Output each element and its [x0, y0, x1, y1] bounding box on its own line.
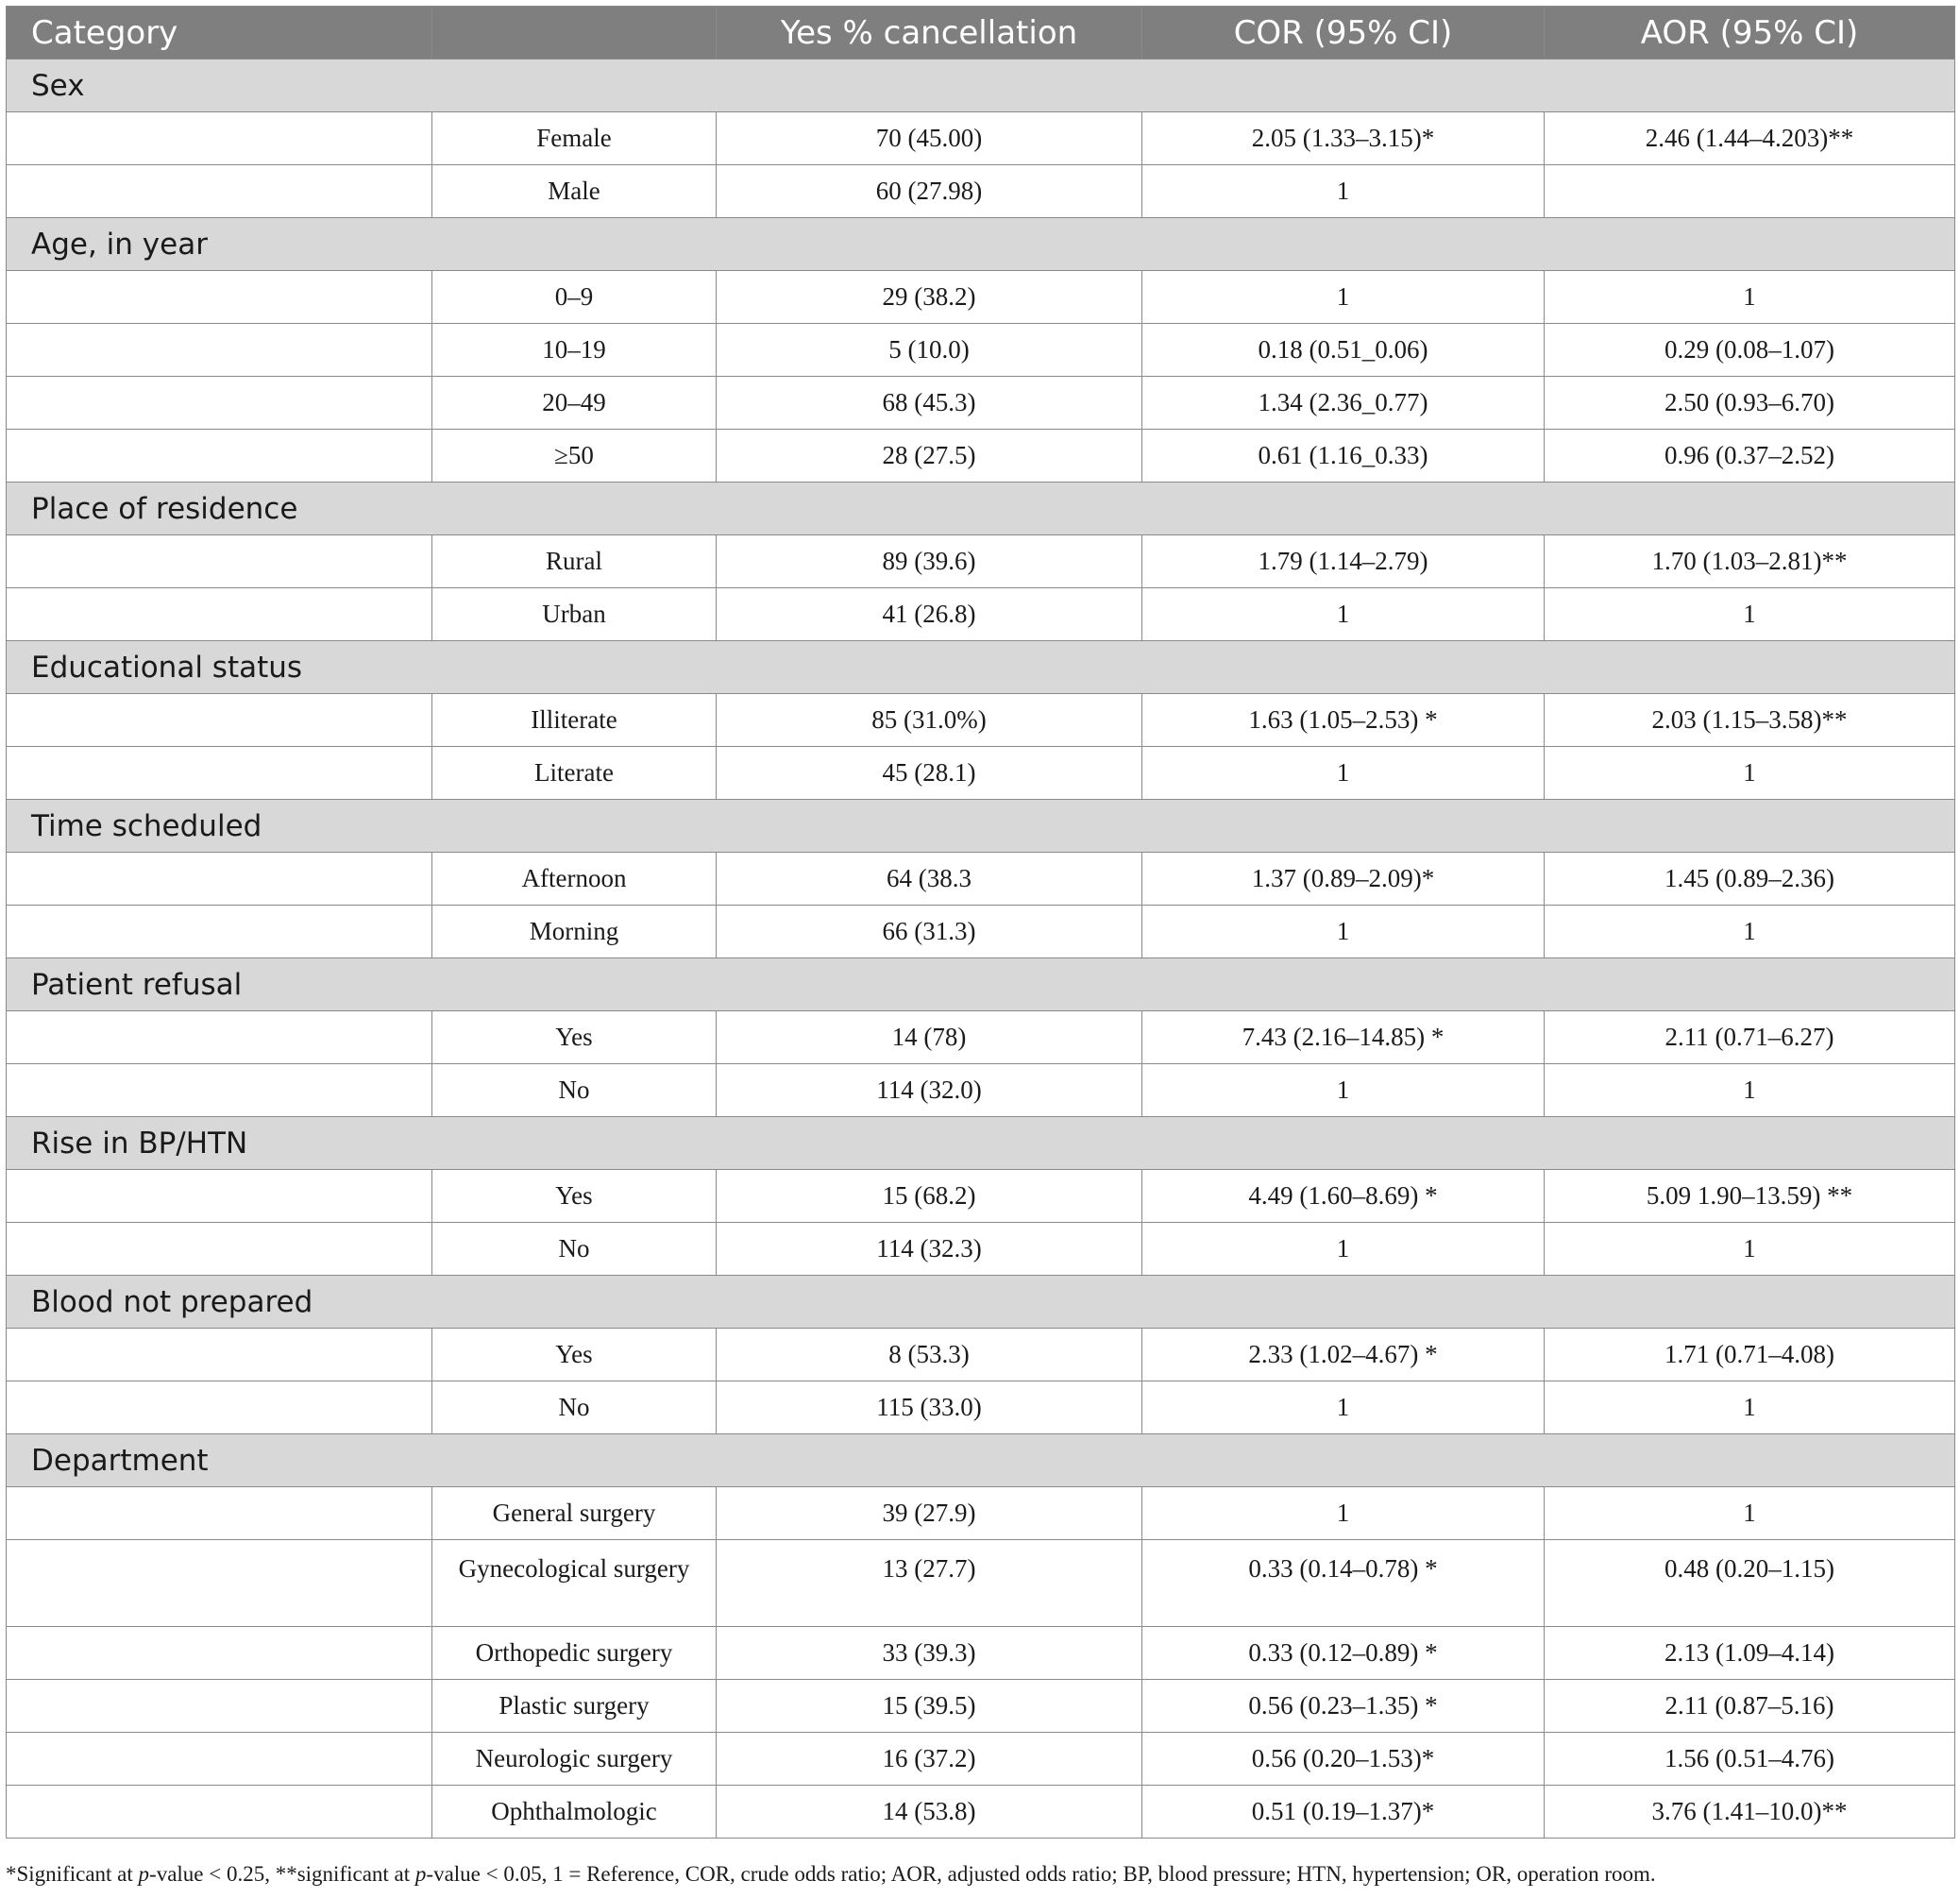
blank-cell [7, 853, 432, 906]
subcategory-cell: Literate [432, 747, 717, 800]
aor-cell: 1.70 (1.03–2.81)** [1545, 535, 1955, 588]
yes-cancellation-cell: 114 (32.0) [717, 1064, 1142, 1117]
table-row [7, 1680, 1955, 1733]
blank-cell [7, 1011, 432, 1064]
cor-cell: 1 [1142, 271, 1545, 324]
subcategory-cell: Illiterate [432, 694, 717, 747]
blank-cell [7, 1170, 432, 1223]
header-subcategory [432, 7, 717, 59]
cor-cell: 0.33 (0.14–0.78) * [1142, 1540, 1545, 1627]
table-container [6, 6, 1954, 1839]
table-row [7, 1733, 1955, 1786]
footnote-p-italic: p [414, 1862, 427, 1886]
blank-cell [7, 1680, 432, 1733]
subcategory-cell: General surgery [432, 1487, 717, 1540]
aor-cell: 5.09 1.90–13.59) ** [1545, 1170, 1955, 1223]
cor-cell: 1 [1142, 165, 1545, 218]
blank-cell [7, 271, 432, 324]
table-row [7, 430, 1955, 483]
subcategory-cell: Male [432, 165, 717, 218]
aor-cell: 1 [1545, 588, 1955, 641]
cor-cell: 0.56 (0.20–1.53)* [1142, 1733, 1545, 1786]
category-label: Time scheduled [7, 800, 1955, 853]
table-row [7, 1627, 1955, 1680]
subcategory-cell: Urban [432, 588, 717, 641]
yes-cancellation-cell: 15 (68.2) [717, 1170, 1142, 1223]
cor-cell: 1.37 (0.89–2.09)* [1142, 853, 1545, 906]
yes-cancellation-cell: 85 (31.0%) [717, 694, 1142, 747]
yes-cancellation-cell: 89 (39.6) [717, 535, 1142, 588]
table-row [7, 1540, 1955, 1627]
table-row [7, 588, 1955, 641]
subcategory-cell: Gynecological surgery [432, 1540, 717, 1627]
footnote-text: -value < 0.25, **significant at [149, 1862, 415, 1886]
cor-cell: 1 [1142, 1381, 1545, 1434]
table-row [7, 165, 1955, 218]
cor-cell: 2.33 (1.02–4.67) * [1142, 1329, 1545, 1381]
category-label: Age, in year [7, 218, 1955, 271]
cor-cell: 1.63 (1.05–2.53) * [1142, 694, 1545, 747]
aor-cell: 3.76 (1.41–10.0)** [1545, 1786, 1955, 1839]
yes-cancellation-cell: 15 (39.5) [717, 1680, 1142, 1733]
category-row [7, 1434, 1955, 1487]
table-row [7, 694, 1955, 747]
header-aor: AOR (95% CI) [1545, 7, 1955, 59]
table-row [7, 535, 1955, 588]
blank-cell [7, 430, 432, 483]
blank-cell [7, 112, 432, 165]
subcategory-cell: Afternoon [432, 853, 717, 906]
blank-cell [7, 165, 432, 218]
aor-cell: 2.50 (0.93–6.70) [1545, 377, 1955, 430]
subcategory-cell: Female [432, 112, 717, 165]
table-row [7, 377, 1955, 430]
cor-cell: 0.61 (1.16_0.33) [1142, 430, 1545, 483]
cor-cell: 1.79 (1.14–2.79) [1142, 535, 1545, 588]
cor-cell: 1 [1142, 1064, 1545, 1117]
aor-cell: 1.71 (0.71–4.08) [1545, 1329, 1955, 1381]
category-label: Place of residence [7, 483, 1955, 535]
subcategory-cell: Morning [432, 906, 717, 958]
subcategory-cell: 10–19 [432, 324, 717, 377]
aor-cell: 1 [1545, 747, 1955, 800]
table-footnote [6, 1862, 1656, 1887]
subcategory-cell: No [432, 1223, 717, 1276]
yes-cancellation-cell: 8 (53.3) [717, 1329, 1142, 1381]
yes-cancellation-cell: 14 (53.8) [717, 1786, 1142, 1839]
yes-cancellation-cell: 64 (38.3 [717, 853, 1142, 906]
blank-cell [7, 1064, 432, 1117]
yes-cancellation-cell: 14 (78) [717, 1011, 1142, 1064]
aor-cell: 0.48 (0.20–1.15) [1545, 1540, 1955, 1627]
cor-cell: 7.43 (2.16–14.85) * [1142, 1011, 1545, 1064]
header-cor: COR (95% CI) [1142, 7, 1545, 59]
footnote-p-italic: p [138, 1862, 150, 1886]
table-row [7, 1170, 1955, 1223]
blank-cell [7, 1786, 432, 1839]
table-row [7, 1011, 1955, 1064]
table-row [7, 906, 1955, 958]
blank-cell [7, 535, 432, 588]
cor-cell: 0.33 (0.12–0.89) * [1142, 1627, 1545, 1680]
table-row [7, 1064, 1955, 1117]
table-row [7, 271, 1955, 324]
table-row [7, 1381, 1955, 1434]
yes-cancellation-cell: 60 (27.98) [717, 165, 1142, 218]
category-label: Patient refusal [7, 958, 1955, 1011]
category-row [7, 218, 1955, 271]
yes-cancellation-cell: 28 (27.5) [717, 430, 1142, 483]
aor-cell: 2.13 (1.09–4.14) [1545, 1627, 1955, 1680]
category-label: Rise in BP/HTN [7, 1117, 1955, 1170]
blank-cell [7, 906, 432, 958]
blank-cell [7, 1627, 432, 1680]
blank-cell [7, 747, 432, 800]
category-row [7, 59, 1955, 112]
cor-cell: 0.56 (0.23–1.35) * [1142, 1680, 1545, 1733]
yes-cancellation-cell: 29 (38.2) [717, 271, 1142, 324]
yes-cancellation-cell: 114 (32.3) [717, 1223, 1142, 1276]
aor-cell: 2.46 (1.44–4.203)** [1545, 112, 1955, 165]
table-row [7, 112, 1955, 165]
blank-cell [7, 1487, 432, 1540]
aor-cell: 2.03 (1.15–3.58)** [1545, 694, 1955, 747]
subcategory-cell: No [432, 1381, 717, 1434]
cor-cell: 4.49 (1.60–8.69) * [1142, 1170, 1545, 1223]
aor-cell: 1 [1545, 906, 1955, 958]
cor-cell: 2.05 (1.33–3.15)* [1142, 112, 1545, 165]
table-row [7, 1223, 1955, 1276]
aor-cell: 2.11 (0.87–5.16) [1545, 1680, 1955, 1733]
table-row [7, 853, 1955, 906]
blank-cell [7, 324, 432, 377]
subcategory-cell: Plastic surgery [432, 1680, 717, 1733]
aor-cell: 1 [1545, 1064, 1955, 1117]
yes-cancellation-cell: 68 (45.3) [717, 377, 1142, 430]
cor-cell: 0.18 (0.51_0.06) [1142, 324, 1545, 377]
results-table [6, 6, 1955, 1839]
blank-cell [7, 1329, 432, 1381]
category-label: Department [7, 1434, 1955, 1487]
aor-cell: 1 [1545, 271, 1955, 324]
blank-cell [7, 377, 432, 430]
category-row [7, 641, 1955, 694]
aor-cell: 2.11 (0.71–6.27) [1545, 1011, 1955, 1064]
header-category: Category [7, 7, 432, 59]
yes-cancellation-cell: 5 (10.0) [717, 324, 1142, 377]
aor-cell: 1 [1545, 1487, 1955, 1540]
aor-cell: 1 [1545, 1381, 1955, 1434]
yes-cancellation-cell: 39 (27.9) [717, 1487, 1142, 1540]
subcategory-cell: 20–49 [432, 377, 717, 430]
blank-cell [7, 1733, 432, 1786]
blank-cell [7, 1540, 432, 1627]
table-body [7, 59, 1955, 1839]
cor-cell: 1 [1142, 906, 1545, 958]
table-row [7, 747, 1955, 800]
cor-cell: 1.34 (2.36_0.77) [1142, 377, 1545, 430]
cor-cell: 1 [1142, 1223, 1545, 1276]
category-row [7, 1276, 1955, 1329]
yes-cancellation-cell: 13 (27.7) [717, 1540, 1142, 1627]
aor-cell: 1 [1545, 1223, 1955, 1276]
header-yes-cancellation: Yes % cancellation [717, 7, 1142, 59]
category-row [7, 958, 1955, 1011]
blank-cell [7, 1223, 432, 1276]
cor-cell: 1 [1142, 1487, 1545, 1540]
subcategory-cell: Yes [432, 1011, 717, 1064]
footnote-text: *Significant at [6, 1862, 139, 1886]
footnote-text: -value < 0.05, 1 = Reference, COR, crude odds ratio; AOR, adjusted odds ratio; BP, blood pressure; HTN, hypertension; OR, operation room. [426, 1862, 1656, 1886]
subcategory-cell: Orthopedic surgery [432, 1627, 717, 1680]
category-row [7, 800, 1955, 853]
yes-cancellation-cell: 66 (31.3) [717, 906, 1142, 958]
header-row [7, 7, 1955, 59]
blank-cell [7, 694, 432, 747]
cor-cell: 0.51 (0.19–1.37)* [1142, 1786, 1545, 1839]
subcategory-cell: Yes [432, 1329, 717, 1381]
aor-cell: 0.96 (0.37–2.52) [1545, 430, 1955, 483]
subcategory-cell: Yes [432, 1170, 717, 1223]
yes-cancellation-cell: 41 (26.8) [717, 588, 1142, 641]
aor-cell: 1.45 (0.89–2.36) [1545, 853, 1955, 906]
yes-cancellation-cell: 70 (45.00) [717, 112, 1142, 165]
subcategory-cell: Neurologic surgery [432, 1733, 717, 1786]
aor-cell: 1.56 (0.51–4.76) [1545, 1733, 1955, 1786]
aor-cell [1545, 165, 1955, 218]
table-row [7, 1329, 1955, 1381]
yes-cancellation-cell: 115 (33.0) [717, 1381, 1142, 1434]
category-row [7, 1117, 1955, 1170]
yes-cancellation-cell: 45 (28.1) [717, 747, 1142, 800]
subcategory-cell: 0–9 [432, 271, 717, 324]
cor-cell: 1 [1142, 588, 1545, 641]
blank-cell [7, 588, 432, 641]
cor-cell: 1 [1142, 747, 1545, 800]
subcategory-cell: No [432, 1064, 717, 1117]
table-row [7, 1487, 1955, 1540]
aor-cell: 0.29 (0.08–1.07) [1545, 324, 1955, 377]
yes-cancellation-cell: 16 (37.2) [717, 1733, 1142, 1786]
blank-cell [7, 1381, 432, 1434]
category-row [7, 483, 1955, 535]
subcategory-cell: Rural [432, 535, 717, 588]
table-row [7, 324, 1955, 377]
subcategory-cell: Ophthalmologic [432, 1786, 717, 1839]
category-label: Sex [7, 59, 1955, 112]
yes-cancellation-cell: 33 (39.3) [717, 1627, 1142, 1680]
subcategory-cell: ≥50 [432, 430, 717, 483]
category-label: Educational status [7, 641, 1955, 694]
table-row [7, 1786, 1955, 1839]
category-label: Blood not prepared [7, 1276, 1955, 1329]
